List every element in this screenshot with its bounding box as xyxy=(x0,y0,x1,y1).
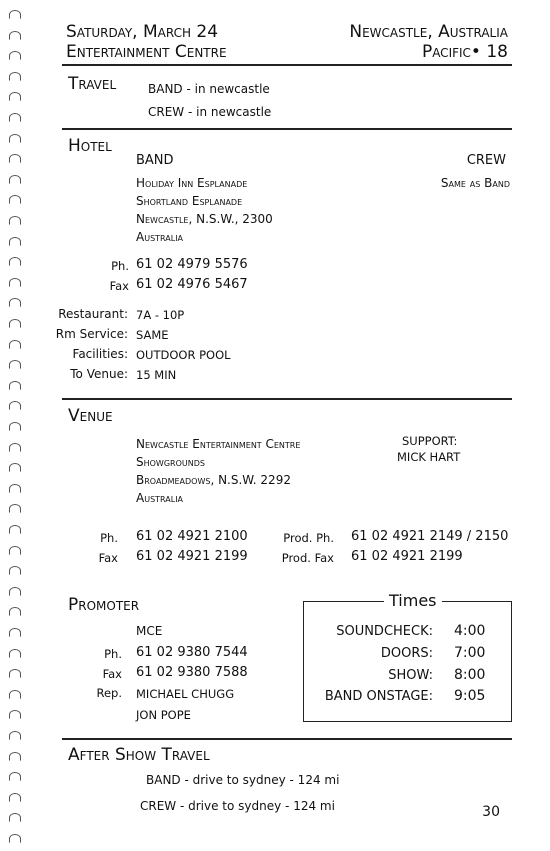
hotel-phone-label: Ph. xyxy=(111,259,129,273)
spiral-ring xyxy=(9,504,21,513)
spiral-ring xyxy=(9,443,21,452)
hotel-detail-label: Restaurant: xyxy=(58,307,128,321)
venue-prod-fax: 61 02 4921 2199 xyxy=(351,549,463,564)
venue-support-value: MICK HART xyxy=(397,450,461,464)
spiral-ring xyxy=(9,587,21,596)
spiral-ring xyxy=(9,546,21,555)
hotel-crew-value: Same as Band xyxy=(440,176,510,190)
venue-fax-label: Fax xyxy=(98,551,118,565)
after-show-band: BAND - drive to sydney - 124 mi xyxy=(146,773,340,787)
hotel-fax: 61 02 4976 5467 xyxy=(136,277,248,292)
spiral-ring xyxy=(9,422,21,431)
spiral-ring xyxy=(9,381,21,390)
spiral-ring xyxy=(9,690,21,699)
hotel-address-line: Australia xyxy=(136,230,184,244)
hotel-phone: 61 02 4979 5576 xyxy=(136,257,248,272)
travel-band: BAND - in newcastle xyxy=(148,82,270,96)
spiral-ring xyxy=(9,51,21,60)
spiral-ring xyxy=(9,752,21,761)
hotel-title: Hotel xyxy=(68,136,112,156)
times-label: SHOW: xyxy=(388,668,433,683)
venue-prod-fax-label: Prod. Fax xyxy=(281,551,334,565)
times-title: Times xyxy=(384,591,442,610)
venue-address-line: Australia xyxy=(136,491,184,505)
spiral-ring xyxy=(9,669,21,678)
venue-support-label: SUPPORT: xyxy=(402,434,458,448)
spiral-ring xyxy=(9,154,21,163)
hotel-crew-label: CREW xyxy=(466,153,506,168)
header-city: Newcastle, Australia xyxy=(349,22,508,42)
spiral-ring xyxy=(9,772,21,781)
hotel-address-line: Newcastle, N.S.W., 2300 xyxy=(136,212,273,226)
spiral-ring xyxy=(9,710,21,719)
promoter-rep-label: Rep. xyxy=(96,686,122,700)
venue-fax: 61 02 4921 2199 xyxy=(136,549,248,564)
after-show-crew: CREW - drive to sydney - 124 mi xyxy=(140,799,335,813)
hotel-address-line: Shortland Esplanade xyxy=(136,194,243,208)
spiral-ring xyxy=(9,649,21,658)
spiral-ring xyxy=(9,175,21,184)
promoter-fax-label: Fax xyxy=(102,667,122,681)
hotel-detail-label: Facilities: xyxy=(72,347,128,361)
hotel-detail-value: 7A - 10P xyxy=(136,308,185,322)
promoter-rep: MICHAEL CHUGG xyxy=(136,687,235,701)
spiral-ring xyxy=(9,72,21,81)
spiral-ring xyxy=(9,793,21,802)
page-number: 30 xyxy=(482,804,500,820)
spiral-ring xyxy=(9,10,21,19)
spiral-ring xyxy=(9,731,21,740)
promoter-name: MCE xyxy=(136,624,163,638)
spiral-ring xyxy=(9,31,21,40)
times-value: 9:05 xyxy=(454,688,486,704)
spiral-ring xyxy=(9,257,21,266)
venue-title: Venue xyxy=(68,406,113,426)
venue-address-line: Broadmeadows, N.S.W. 2292 xyxy=(136,473,291,487)
promoter-title: Promoter xyxy=(68,595,140,615)
hotel-band-label: BAND xyxy=(136,153,174,168)
spiral-ring xyxy=(9,340,21,349)
venue-phone-label: Ph. xyxy=(100,531,118,545)
spiral-ring xyxy=(9,463,21,472)
spiral-ring xyxy=(9,92,21,101)
venue-prod-phone-label: Prod. Ph. xyxy=(283,531,334,545)
hotel-detail-value: SAME xyxy=(136,328,169,342)
spiral-ring xyxy=(9,278,21,287)
spiral-ring xyxy=(9,834,21,843)
times-value: 4:00 xyxy=(454,623,486,639)
hotel-detail-label: Rm Service: xyxy=(55,327,128,341)
header-date: Saturday, March 24 xyxy=(66,22,219,42)
travel-crew: CREW - in newcastle xyxy=(148,105,272,119)
promoter-phone: 61 02 9380 7544 xyxy=(136,645,248,660)
header-leg: Pacific• 18 xyxy=(421,42,508,62)
spiral-ring xyxy=(9,607,21,616)
header-rule xyxy=(62,64,512,66)
spiral-ring xyxy=(9,195,21,204)
hotel-detail-value: 15 MIN xyxy=(136,368,177,382)
spiral-ring xyxy=(9,813,21,822)
spiral-ring xyxy=(9,525,21,534)
venue-prod-phone: 61 02 4921 2149 / 2150 xyxy=(351,529,509,544)
spiral-ring xyxy=(9,237,21,246)
spiral-ring xyxy=(9,628,21,637)
travel-rule xyxy=(62,128,512,130)
spiral-binding xyxy=(0,0,28,851)
hotel-fax-label: Fax xyxy=(109,279,129,293)
promoter-rep: JON POPE xyxy=(136,708,191,722)
promoter-fax: 61 02 9380 7588 xyxy=(136,665,248,680)
spiral-ring xyxy=(9,566,21,575)
venue-address-line: Newcastle Entertainment Centre xyxy=(136,437,301,451)
spiral-ring xyxy=(9,113,21,122)
spiral-ring xyxy=(9,319,21,328)
promoter-phone-label: Ph. xyxy=(104,647,122,661)
spiral-ring xyxy=(9,134,21,143)
spiral-ring xyxy=(9,216,21,225)
hotel-detail-value: OUTDOOR POOL xyxy=(136,348,231,362)
times-value: 8:00 xyxy=(454,667,486,683)
times-label: BAND ONSTAGE: xyxy=(324,689,433,704)
hotel-rule xyxy=(62,398,512,400)
travel-title: Travel xyxy=(68,74,117,94)
hotel-address-line: Holiday Inn Esplanade xyxy=(136,176,248,190)
spiral-ring xyxy=(9,401,21,410)
venue-address-line: Showgrounds xyxy=(136,455,205,469)
after-show-title: After Show Travel xyxy=(68,745,210,765)
times-value: 7:00 xyxy=(454,645,486,661)
hotel-detail-label: To Venue: xyxy=(70,367,128,381)
times-label: SOUNDCHECK: xyxy=(336,624,433,639)
spiral-ring xyxy=(9,298,21,307)
spiral-ring xyxy=(9,360,21,369)
venue-phone: 61 02 4921 2100 xyxy=(136,529,248,544)
header-venue: Entertainment Centre xyxy=(66,42,227,62)
spiral-ring xyxy=(9,484,21,493)
times-label: DOORS: xyxy=(380,646,433,661)
promoter-rule xyxy=(62,738,512,740)
